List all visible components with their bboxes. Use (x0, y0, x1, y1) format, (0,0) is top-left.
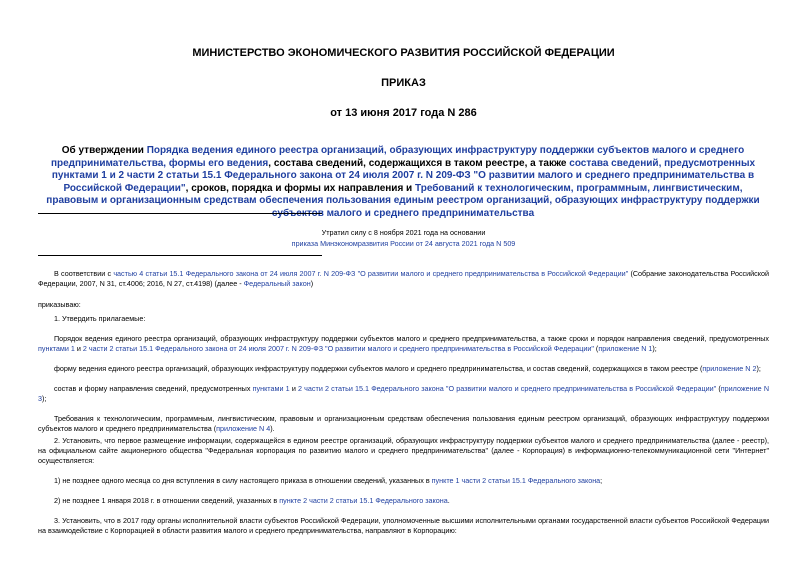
title-text: , сроков, порядка и формы их направления и (185, 182, 415, 194)
document-date-number: от 13 июня 2017 года N 286 (330, 107, 477, 119)
appendix-2-link[interactable]: приложение N 2 (702, 364, 757, 373)
item-3: 3. Установить, что в 2017 году органы исполнительной власти субъектов Российской Федерации, уполномоченные высшими исполнительными органами государственной власти субъектов Российской Федерации на взаимодействие с Корпорацией в области развития малого и среднего предпринимательства, направляют в Корпорацию: (38, 516, 769, 535)
point-2-part-2-link[interactable]: пункте 2 части 2 статьи 15.1 Федерального закона (279, 496, 448, 505)
item-2-1: 1) не позднее одного месяца со дня вступления в силу настоящего приказа в отношении сведений, указанных в пункте 1 части 2 статьи 15.1 Федерального закона; (54, 476, 603, 485)
divider (38, 213, 322, 214)
document-type: ПРИКАЗ (381, 77, 426, 89)
ministry-heading: МИНИСТЕРСТВО ЭКОНОМИЧЕСКОГО РАЗВИТИЯ РОССИЙСКОЙ ФЕДЕРАЦИИ (192, 47, 615, 59)
item-2-2: 2) не позднее 1 января 2018 г. в отношении сведений, указанных в пункте 2 части 2 статьи 15.1 Федерального закона. (54, 496, 450, 505)
part-2-link[interactable]: 2 части 2 статьи 15.1 Федерального закона от 24 июля 2007 г. N 209-ФЗ "О развитии малого и среднего предпринимательства в Российской Федерации" (82, 344, 594, 353)
item-1-form: форму ведения единого реестра организаций, образующих инфраструктуру поддержки субъектов малого и среднего предпринимательства, и состав сведений, содержащихся в таком реестре (приложение N 2); (54, 364, 761, 373)
appendix-1-link[interactable]: приложение N 1 (598, 344, 653, 353)
appendix-3-link[interactable]: приложение N 3 (38, 384, 770, 403)
intro-paragraph: В соответствии с частью 4 статьи 15.1 Федерального закона от 24 июля 2007 г. N 209-ФЗ "О развитии малого и среднего предпринимательства в Российской Федерации" (Собрание законодательства Российской Федерации, 2007, N 31, ст.4006; 2016, N 27, ст.4198) (далее - Федеральный закон) (38, 269, 770, 288)
item-1-composition: состав и форму направления сведений, предусмотренных пунктами 1 и 2 части 2 статьи 15.1 Федерального закона "О развитии малого и среднего предпринимательства в Российской Федерации" (приложение N 3); (38, 384, 770, 403)
document-title (38, 145, 768, 221)
title-link-requirements[interactable]: Требований к технологическим, программным, лингвистическим, правовым и организационным средствам обеспечения пользования единым реестром организаций, образующих инфраструктуру поддержки субъектов малого и среднего предпринимательства (46, 182, 760, 219)
status-link[interactable]: приказа Минэкономразвития России от 24 августа 2021 года N 509 (291, 239, 516, 248)
point-1-part-2-link[interactable]: пункте 1 части 2 статьи 15.1 Федерального закона (431, 476, 601, 485)
item-1: 1. Утвердить прилагаемые: (54, 314, 146, 323)
item-1-procedure: Порядок ведения единого реестра организаций, образующих инфраструктуру поддержки субъектов малого и среднего предпринимательства, а также сроки и порядок направления сведений, предусмотренных пунктами 1 и 2 части 2 статьи 15.1 Федерального закона от 24 июля 2007 г. N 209-ФЗ "О развитии малого и среднего предпринимательства в Российской Федерации" (приложение N 1); (38, 334, 769, 353)
part-2-link[interactable]: 2 части 2 статьи 15.1 Федерального закона "О развитии малого и среднего предпринимательства в Российской Федерации" (298, 384, 717, 393)
points-1-link[interactable]: пунктами 1 (252, 384, 290, 393)
divider (38, 255, 322, 256)
item-2: 2. Установить, что первое размещение информации, содержащейся в едином реестре организаций, образующих инфраструктуру поддержки субъектов малого и среднего предпринимательства (далее - реестр), на официальном сайте акционерного общества "Федеральная корпорация по развитию малого и среднего предпринимательства" (далее - Корпорация) в информационно-телекоммуникационной сети "Интернет" осуществляется: (38, 436, 769, 465)
item-1-requirements: Требования к технологическим, программным, лингвистическим, правовым и организационным средствам обеспечения пользования единым реестром организаций, образующих инфраструктуру поддержки субъектов малого и среднего предпринимательства (приложение N 4). (38, 414, 769, 433)
title-link-composition[interactable]: состава сведений, предусмотренных пунктами 1 и 2 части 2 статьи 15.1 Федерального закона от 24 июля 2007 г. N 209-ФЗ "О развитии малого и среднего предпринимательства в Российской Федерации" (51, 157, 756, 194)
title-text: , состава сведений, содержащихся в таком реестре, а также (268, 157, 570, 169)
status-note (0, 227, 807, 249)
law-link[interactable]: частью 4 статьи 15.1 Федерального закона от 24 июля 2007 г. N 209-ФЗ "О развитии малого и среднего предпринимательства в Российской Федерации" (113, 269, 629, 278)
title-link-procedure[interactable]: Порядка ведения единого реестра организаций, образующих инфраструктуру поддержки субъектов малого и среднего предпринимательства, формы его ведения (50, 145, 745, 169)
document-body (38, 262, 769, 536)
title-text: Об утверждении (61, 145, 147, 156)
prikazyvayu: приказываю: (38, 300, 81, 309)
federal-law-link[interactable]: Федеральный закон (243, 279, 311, 288)
points-1-link[interactable]: пунктами 1 (38, 344, 75, 353)
appendix-4-link[interactable]: приложение N 4 (216, 424, 271, 433)
status-text: Утратил силу с 8 ноября 2021 года на основании (321, 228, 486, 237)
